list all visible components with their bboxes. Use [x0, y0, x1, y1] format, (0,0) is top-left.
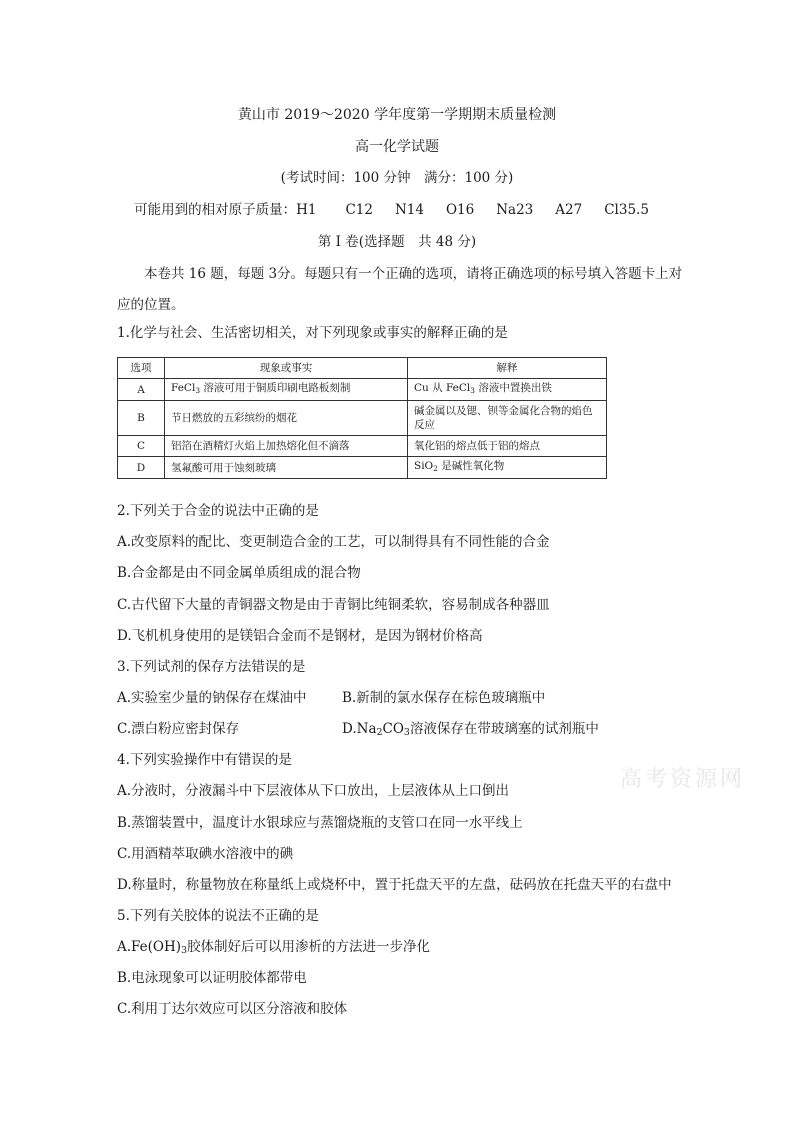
- exam-title: 黄山市 2019～2020 学年度第一学期期末质量检测: [237, 107, 557, 123]
- table-header-cell: 选项: [118, 358, 165, 379]
- q2-option-c: C.古代留下大量的青铜器文物是由于青铜比纯铜柔软，容易制成各种器皿: [117, 597, 550, 613]
- q3-option-d: $D.Na_2CO_3$溶液保存在带玻璃塞的试剂瓶中: [342, 721, 599, 738]
- q4-option-d: D.称量时，称量物放在称量纸上或烧杯中，置于托盘天平的左盘，砝码放在托盘天平的右盘中: [117, 877, 672, 893]
- row-option: C: [118, 436, 165, 457]
- q2-option-b: B.合金都是由不同金属单质组成的混合物: [117, 565, 361, 581]
- atomic-mass-label: 可能用到的相对原子质量：: [134, 202, 297, 218]
- row-fact: 氢氟酸可用于蚀刻玻璃: [165, 457, 408, 479]
- q5-option-c: C.利用丁达尔效应可以区分溶液和胶体: [117, 1001, 348, 1017]
- row-fact: 铝箔在酒精灯火焰上加热熔化但不滴落: [165, 436, 408, 457]
- q3-option-a: A.实验室少量的钠保存在煤油中: [117, 690, 307, 706]
- row-explanation: SiO$_2$ 是碱性氧化物: [408, 457, 607, 479]
- q4-option-a: A.分液时，分液漏斗中下层液体从下口放出，上层液体从上口倒出: [117, 783, 510, 799]
- exam-subject: 高一化学试题: [355, 139, 439, 155]
- atomic-mass-item: Na23: [496, 202, 534, 218]
- table-header-cell: 解释: [408, 358, 607, 379]
- row-option: B: [118, 401, 165, 436]
- table-header-row: [118, 358, 607, 379]
- row-explanation: Cu 从 FeCl$_3$ 溶液中置换出铁: [408, 379, 607, 401]
- q4-option-b: B.蒸馏装置中，温度计水银球应与蒸馏烧瓶的支管口在同一水平线上: [117, 815, 523, 831]
- atomic-mass-item: N14: [394, 202, 424, 218]
- row-fact: FeCl$_3$ 溶液可用于铜质印刷电路板刻制: [165, 379, 408, 401]
- q2-stem: 2.下列关于合金的说法中正确的是: [117, 503, 319, 519]
- table-row: [118, 379, 607, 401]
- q4-option-c: C.用酒精萃取碘水溶液中的碘: [117, 846, 294, 862]
- q5-option-a: $A.Fe(OH)_3$胶体制好后可以用渗析的方法进一步净化: [117, 939, 431, 956]
- atomic-mass-item: Cl35.5: [604, 202, 649, 218]
- q2-option-d: D.飞机机身使用的是镁铝合金而不是钢材，是因为钢材价格高: [117, 628, 483, 644]
- section-intro: 本卷共 16 题，每题 3分。每题只有一个正确的选项，请将正确选项的标号填入答题卡上对应的位置。: [117, 266, 683, 313]
- atomic-mass-item: A27: [555, 202, 583, 218]
- table-row: [118, 436, 607, 457]
- atomic-mass-item: O16: [445, 202, 475, 218]
- q3-stem: 3.下列试剂的保存方法错误的是: [117, 659, 306, 675]
- q3-option-b: B.新制的氯水保存在棕色玻璃瓶中: [342, 690, 546, 706]
- q3-option-c: C.漂白粉应密封保存: [117, 721, 240, 737]
- q5-option-b: B.电泳现象可以证明胶体都带电: [117, 970, 307, 986]
- row-explanation: 碱金属以及锶、钡等金属化合物的焰色反应: [408, 401, 607, 436]
- exam-info: (考试时间：100 分钟 满分：100 分): [280, 170, 514, 186]
- q5-stem: 5.下列有关胶体的说法不正确的是: [117, 908, 319, 924]
- atomic-mass-item: H1: [296, 202, 317, 218]
- atomic-mass-item: C12: [345, 202, 373, 218]
- table-row: [118, 457, 607, 479]
- row-fact: 节日燃放的五彩缤纷的烟花: [165, 401, 408, 436]
- table-header-cell: 现象或事实: [165, 358, 408, 379]
- q1-table: [117, 357, 607, 479]
- row-explanation: 氧化铝的熔点低于铝的熔点: [408, 436, 607, 457]
- table-row: [118, 401, 607, 436]
- q2-option-a: A.改变原料的配比、变更制造合金的工艺，可以制得具有不同性能的合金: [117, 534, 550, 550]
- section-title: 第 I 卷(选择题 共 48 分): [317, 234, 477, 250]
- atomic-mass-line: [0, 198, 794, 218]
- row-option: D: [118, 457, 165, 479]
- q4-stem: 4.下列实验操作中有错误的是: [117, 752, 292, 768]
- watermark-text: 高考资源网: [620, 767, 746, 792]
- row-option: A: [118, 379, 165, 401]
- q1-stem: 1.化学与社会、生活密切相关，对下列现象或事实的解释正确的是: [117, 325, 508, 341]
